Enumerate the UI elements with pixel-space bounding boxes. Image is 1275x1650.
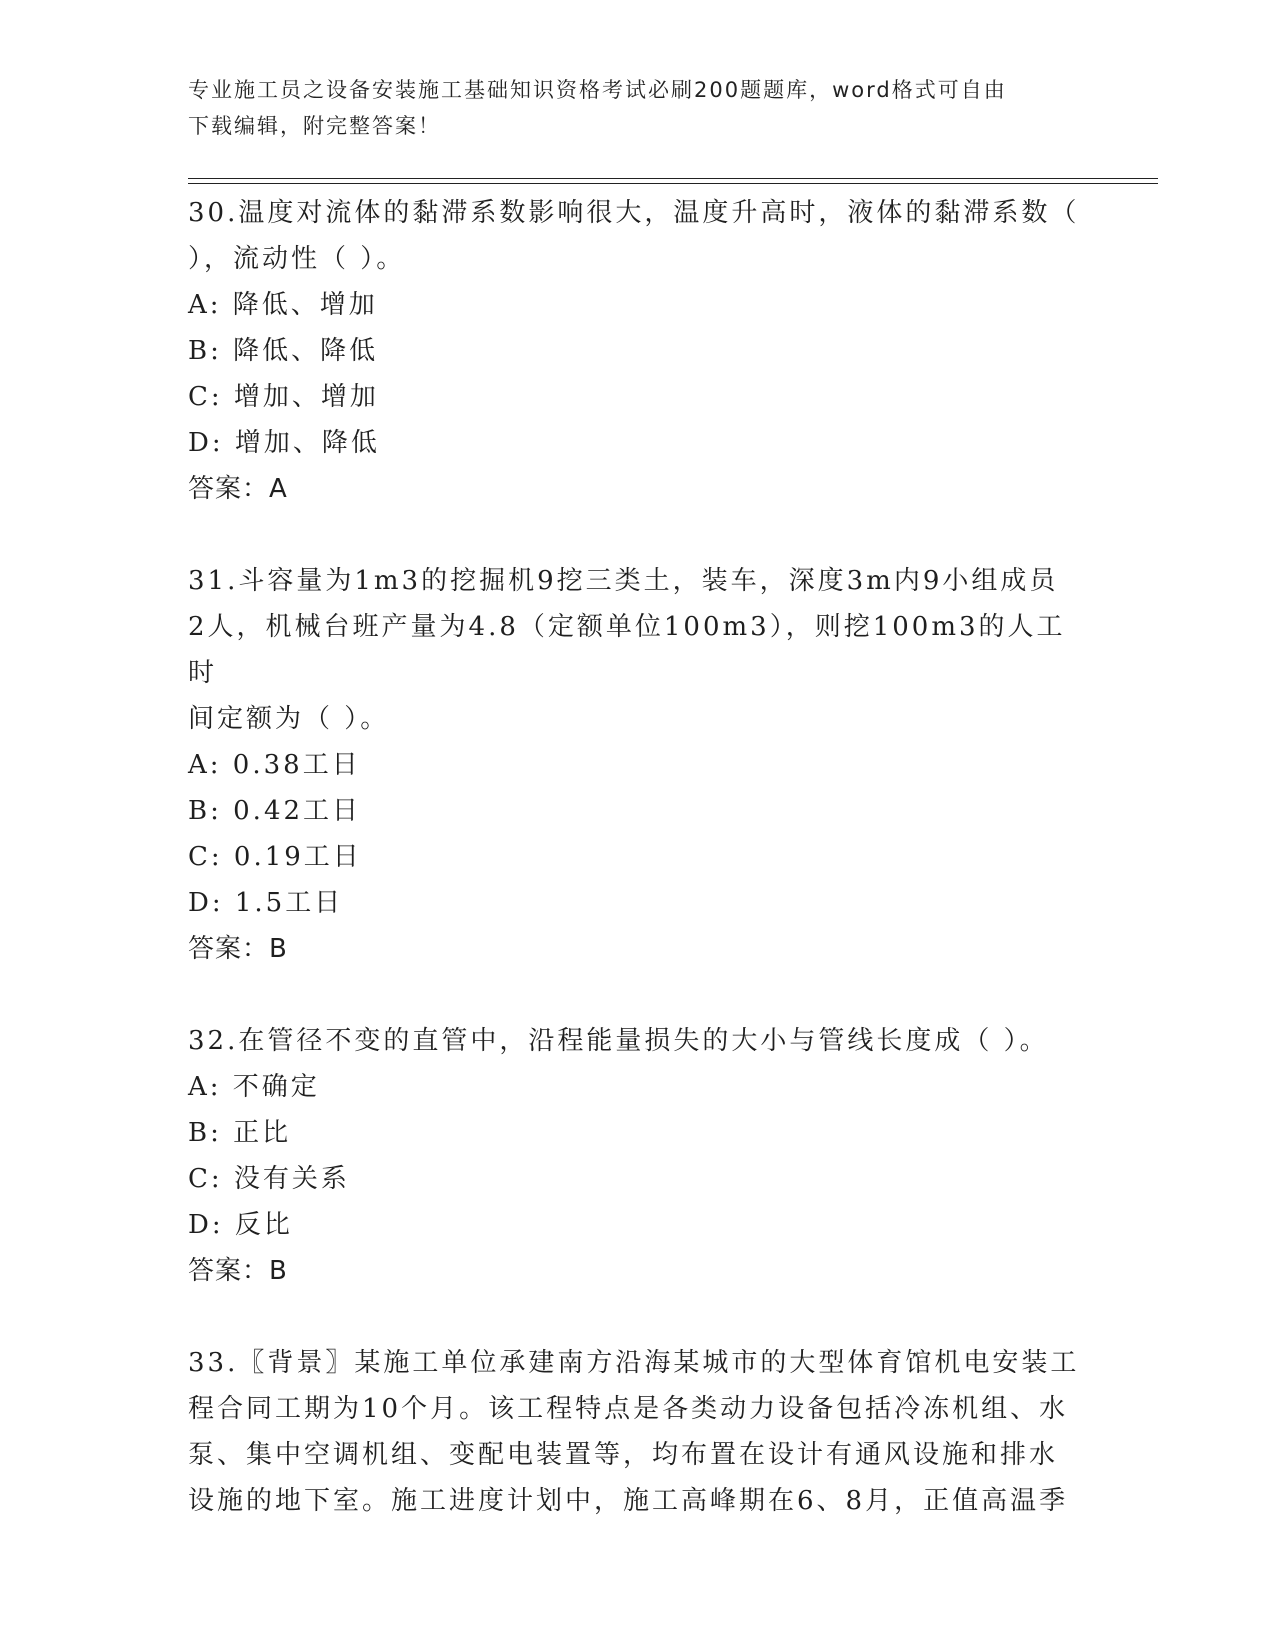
question-block xyxy=(188,558,1088,972)
question-text-line: 30.温度对流体的黏滞系数影响很大，温度升高时，液体的黏滞系数（ xyxy=(188,198,1080,228)
question-text-line: 33.〖背景〗某施工单位承建南方沿海某城市的大型体育馆机电安装工 xyxy=(188,1348,1080,1378)
answer-option: C: 0.19工日 xyxy=(188,842,362,872)
question-text-line: 2人，机械台班产量为4.8（定额单位100m3），则挖100m3的人工时 xyxy=(188,612,1066,688)
answer-option: B: 降低、降低 xyxy=(188,336,379,366)
answer-option: A: 0.38工日 xyxy=(188,750,361,780)
question-block xyxy=(188,1340,1088,1524)
question-text-line: 程合同工期为10个月。该工程特点是各类动力设备包括冷冻机组、水 xyxy=(188,1394,1069,1424)
question-text-line: ），流动性（ ）。 xyxy=(188,244,406,274)
answer-option: D: 1.5工日 xyxy=(188,888,344,918)
header-divider-bottom xyxy=(188,183,1158,184)
answer-key: 答案：B xyxy=(188,934,288,964)
question-text-line: 设施的地下室。施工进度计划中，施工高峰期在6、8月，正值高温季 xyxy=(188,1486,1069,1516)
answer-option: C: 增加、增加 xyxy=(188,382,379,412)
question-text-line: 间定额为（ ）。 xyxy=(188,704,390,734)
question-text-line: 31.斗容量为1m3的挖掘机9挖三类土，装车，深度3m内9小组成员 xyxy=(188,566,1059,596)
answer-option: C: 没有关系 xyxy=(188,1164,350,1194)
answer-option: D: 增加、降低 xyxy=(188,428,380,458)
header-line-2: 下载编辑，附完整答案！ xyxy=(188,114,441,138)
question-block xyxy=(188,190,1088,512)
answer-key: 答案：B xyxy=(188,1256,288,1286)
question-block xyxy=(188,1018,1088,1294)
answer-option: D: 反比 xyxy=(188,1210,293,1240)
answer-option: A: 降低、增加 xyxy=(188,290,378,320)
answer-option: A: 不确定 xyxy=(188,1072,320,1102)
answer-option: B: 正比 xyxy=(188,1118,292,1148)
header-divider-top xyxy=(188,178,1158,179)
question-text-line: 泵、集中空调机组、变配电装置等，均布置在设计有通风设施和排水 xyxy=(188,1440,1059,1470)
question-text-line: 32.在管径不变的直管中，沿程能量损失的大小与管线长度成（ ）。 xyxy=(188,1026,1049,1056)
answer-option: B: 0.42工日 xyxy=(188,796,362,826)
document-header xyxy=(188,72,1088,144)
header-line-1: 专业施工员之设备安装施工基础知识资格考试必刷200题题库，word格式可自由 xyxy=(188,78,1007,102)
answer-key: 答案：A xyxy=(188,474,288,504)
question-list xyxy=(188,190,1088,1570)
